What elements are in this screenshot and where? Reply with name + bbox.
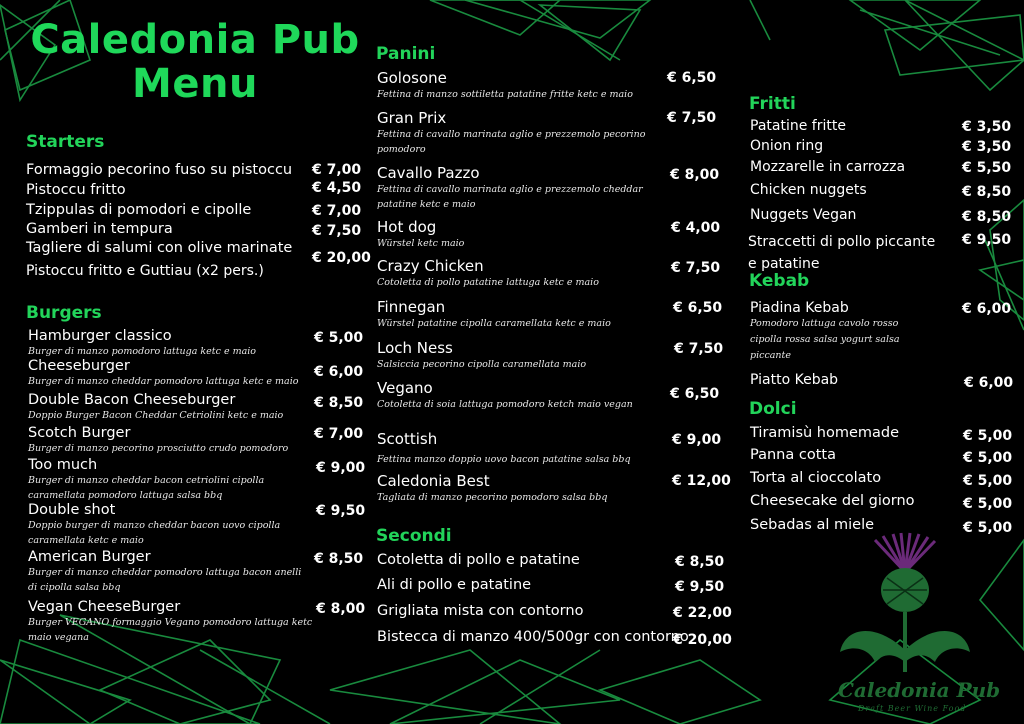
list-item: [377, 430, 672, 467]
item-name: Too much: [28, 457, 98, 473]
list-item: [28, 328, 318, 359]
item-description: Burger di manzo cheddar pomodoro lattuga bacon anelli di cipolla salsa bbq: [28, 567, 302, 593]
item-price: € 8,50: [314, 395, 364, 411]
item-description: Burger di manzo pomodoro lattuga ketc e maio: [28, 346, 257, 357]
item-name: Straccetti di pollo piccante e patatine: [748, 234, 936, 272]
item-price: € 20,00: [673, 632, 732, 648]
list-item: [377, 298, 667, 331]
item-price: € 5,00: [963, 450, 1013, 466]
list-item: [26, 202, 251, 218]
item-name: Cotoletta di pollo e patatine: [377, 552, 580, 568]
item-name: American Burger: [28, 549, 151, 565]
title-line-2: Menu: [132, 61, 258, 107]
item-price: € 6,00: [314, 364, 364, 380]
item-name: Cheesecake del giorno: [750, 493, 915, 509]
list-item: [377, 339, 667, 372]
item-name: Formaggio pecorino fuso su pistoccu: [26, 162, 293, 178]
thistle-logo-icon: [835, 532, 975, 682]
item-name: Panna cotta: [750, 447, 836, 463]
item-name: Pistoccu fritto e Guttiau (x2 pers.): [26, 263, 264, 279]
list-item: [28, 392, 318, 423]
item-price: € 9,50: [962, 232, 1012, 248]
item-description: Pomodoro lattuga cavolo rosso cipolla rossa salsa yogurt salsa piccante: [750, 318, 900, 361]
item-price: € 5,50: [962, 160, 1012, 176]
item-description: Burger di manzo cheddar pomodoro lattuga ketc e maio: [28, 376, 299, 387]
item-price: € 8,50: [962, 184, 1012, 200]
list-item: [28, 549, 308, 595]
item-price: € 8,00: [670, 167, 720, 183]
item-description: Fettina manzo doppio uovo bacon patatine salsa bbq: [377, 454, 631, 465]
item-price: € 7,50: [312, 223, 362, 239]
item-name: Finnegan: [377, 298, 446, 316]
item-price: € 6,50: [670, 386, 720, 402]
item-name: Torta al cioccolato: [750, 470, 882, 486]
item-price: € 20,00: [312, 250, 371, 266]
item-name: Ali di pollo e patatine: [377, 577, 532, 593]
list-item: [377, 69, 667, 102]
item-price: € 7,50: [671, 260, 721, 276]
item-description: Fettina di manzo sottiletta patatine fritte ketc e maio: [377, 89, 633, 100]
item-name: Scotch Burger: [28, 425, 131, 441]
item-description: Burger VEGANO formaggio Vegano pomodoro lattuga ketc maio vegana: [28, 617, 313, 643]
item-name: Double shot: [28, 502, 116, 518]
item-description: Tagliata di manzo pecorino pomodoro salsa bbq: [377, 492, 608, 503]
item-description: Fettina di cavallo marinata aglio e prezzemolo cheddar patatine ketc e maio: [377, 184, 643, 210]
item-price: € 3,50: [962, 119, 1012, 135]
item-price: € 7,50: [667, 110, 717, 126]
item-description: Doppio burger di manzo cheddar bacon uovo cipolla caramellata ketc e maio: [28, 520, 281, 546]
item-name: Pistoccu fritto: [26, 182, 126, 198]
item-price: € 8,00: [316, 601, 366, 617]
item-price: € 7,00: [312, 203, 362, 219]
logo-name: Caledonia Pub: [838, 678, 1001, 702]
item-description: Burger di manzo cheddar bacon cetriolini cipolla caramellata pomodoro lattuga salsa bbq: [28, 475, 265, 501]
item-name: Double Bacon Cheeseburger: [28, 392, 236, 408]
item-price: € 5,00: [963, 496, 1013, 512]
burgers-heading: Burgers: [26, 303, 102, 323]
item-name: Gamberi in tempura: [26, 221, 173, 237]
item-name: Sebadas al miele: [750, 517, 875, 533]
starters-heading: Starters: [26, 132, 105, 152]
item-price: € 3,50: [962, 139, 1012, 155]
item-description: Salsiccia pecorino cipolla caramellata maio: [377, 359, 587, 370]
item-name: Tzippulas di pomodori e cipolle: [26, 202, 252, 218]
item-name: Tagliere di salumi con olive marinate: [26, 240, 293, 256]
item-description: Würstel patatine cipolla caramellata ketc e maio: [377, 318, 611, 329]
item-description: Cotoletta di pollo patatine lattuga ketc e maio: [377, 277, 599, 288]
item-name: Patatine fritte: [750, 118, 846, 134]
item-price: € 5,00: [963, 473, 1013, 489]
list-item: [26, 240, 292, 256]
item-name: Piadina Kebab: [750, 300, 849, 316]
item-name: Nuggets Vegan: [750, 207, 857, 223]
item-description: Burger di manzo pecorino prosciutto crudo pomodoro: [28, 443, 289, 454]
logo-tagline: Draft Beer Wine Food: [858, 704, 967, 713]
list-item: [28, 502, 318, 548]
list-item: [750, 300, 910, 364]
list-item: [377, 218, 667, 251]
item-name: Chicken nuggets: [750, 182, 867, 198]
list-item: [28, 358, 318, 389]
item-price: € 8,50: [675, 554, 725, 570]
item-name: Bistecca di manzo 400/500gr con contorno: [377, 629, 689, 645]
list-item: [377, 109, 647, 157]
fritti-heading: Fritti: [749, 94, 796, 114]
item-name: Golosone: [377, 69, 447, 87]
panini-heading: Panini: [376, 44, 436, 64]
item-price: € 5,00: [314, 330, 364, 346]
kebab-heading: Kebab: [749, 271, 810, 291]
item-description: Cotoletta di soia lattuga pomodoro ketch maio vegan: [377, 399, 633, 410]
item-price: € 9,00: [316, 460, 366, 476]
item-description: Fettina di cavallo marinata aglio e prezzemolo pecorino pomodoro: [377, 129, 646, 155]
item-name: Mozzarelle in carrozza: [750, 159, 906, 175]
item-description: Würstel ketc maio: [377, 238, 465, 249]
item-name: Caledonia Best: [377, 472, 490, 490]
list-item: [377, 472, 672, 505]
title-line-1: Caledonia Pub: [30, 17, 360, 63]
item-name: Hot dog: [377, 218, 437, 236]
list-item: [28, 599, 318, 645]
item-name: Scottish: [377, 430, 438, 448]
item-price: € 7,00: [314, 426, 364, 442]
item-name: Tiramisù homemade: [750, 425, 900, 441]
item-price: € 9,00: [672, 432, 722, 448]
item-name: Loch Ness: [377, 339, 453, 357]
item-name: Piatto Kebab: [750, 372, 839, 388]
item-price: € 6,00: [962, 301, 1012, 317]
item-name: Grigliata mista con contorno: [377, 603, 584, 619]
item-price: € 6,00: [964, 375, 1014, 391]
list-item: [26, 182, 126, 198]
list-item: [28, 457, 312, 503]
item-name: Crazy Chicken: [377, 257, 484, 275]
item-price: € 22,00: [673, 605, 732, 621]
item-name: Vegan CheeseBurger: [28, 599, 181, 615]
item-name: Onion ring: [750, 138, 824, 154]
item-price: € 7,50: [674, 341, 724, 357]
item-name: Cavallo Pazzo: [377, 164, 480, 182]
item-description: Doppio Burger Bacon Cheddar Cetriolini ketc e maio: [28, 410, 284, 421]
list-item: [26, 162, 292, 178]
secondi-heading: Secondi: [376, 526, 452, 546]
item-name: Hamburger classico: [28, 328, 172, 344]
item-price: € 6,50: [667, 70, 717, 86]
item-price: € 7,00: [312, 162, 362, 178]
list-item: [377, 257, 667, 290]
item-price: € 4,50: [312, 180, 362, 196]
item-name: Cheeseburger: [28, 358, 130, 374]
item-price: € 9,50: [675, 579, 725, 595]
item-name: Vegano: [377, 379, 433, 397]
dolci-heading: Dolci: [749, 399, 797, 419]
menu-title: [30, 18, 360, 106]
list-item: [377, 164, 647, 212]
list-item: [26, 263, 264, 279]
item-name: Gran Prix: [377, 109, 447, 127]
item-price: € 5,00: [963, 428, 1013, 444]
item-price: € 4,00: [671, 220, 721, 236]
list-item: [377, 379, 672, 412]
item-price: € 9,50: [316, 503, 366, 519]
list-item: [26, 221, 173, 237]
item-price: € 6,50: [673, 300, 723, 316]
item-price: € 8,50: [962, 209, 1012, 225]
item-price: € 5,00: [963, 520, 1013, 536]
item-price: € 12,00: [672, 473, 731, 489]
item-price: € 8,50: [314, 551, 364, 567]
list-item: [28, 425, 318, 456]
